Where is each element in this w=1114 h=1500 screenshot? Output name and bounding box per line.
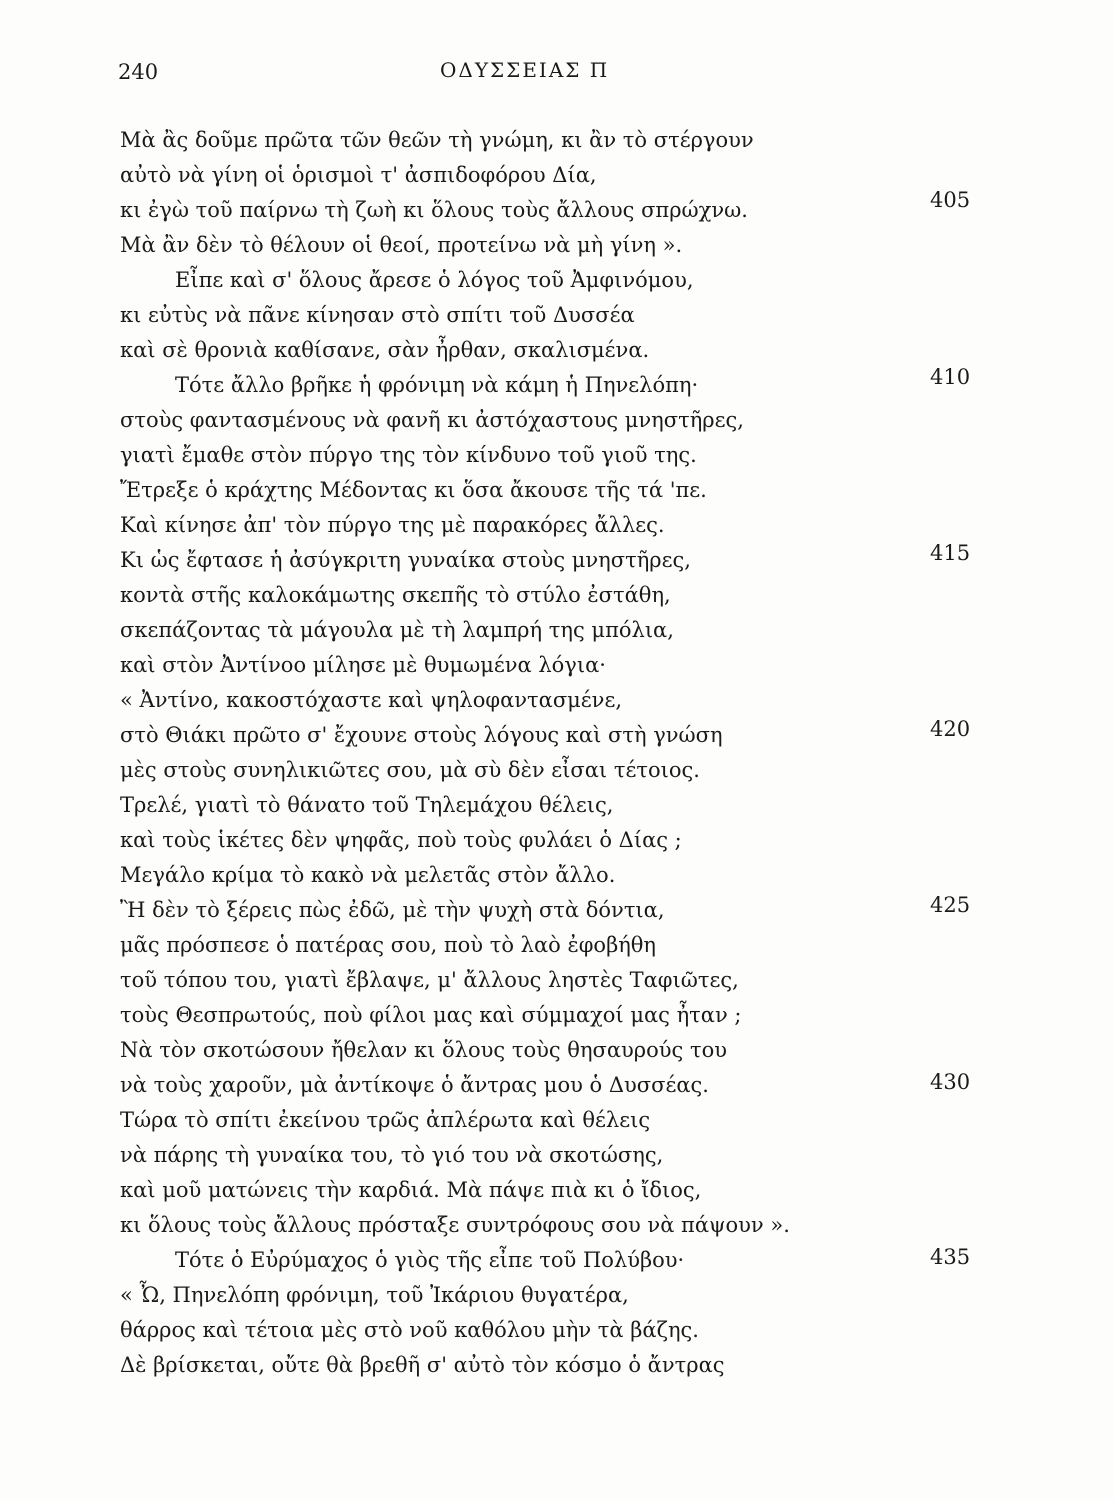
verse-number: 420 — [930, 717, 971, 741]
verse-line: Μὰ ἂν δὲν τὸ θέλουν οἱ θεοί, προτείνω νὰ μὴ γίνη ». — [120, 233, 683, 257]
verse-line: Τότε ὁ Εὐρύμαχος ὁ γιὸς τῆς εἶπε τοῦ Πολύβου· — [175, 1248, 685, 1272]
verse-line: νὰ τοὺς χαροῦν, μὰ ἀντίκοψε ὁ ἄντρας μου ὁ Δυσσέας. — [120, 1073, 709, 1097]
verse-line: « Ὦ, Πηνελόπη φρόνιμη, τοῦ Ἰκάριου θυγατέρα, — [120, 1283, 629, 1307]
verse-line: καὶ τοὺς ἱκέτες δὲν ψηφᾶς, ποὺ τοὺς φυλάει ὁ Δίας ; — [120, 828, 682, 852]
verse-line: Μεγάλο κρίμα τὸ κακὸ νὰ μελετᾶς στὸν ἄλλο. — [120, 863, 616, 887]
verse-line: γιατὶ ἔμαθε στὸν πύργο της τὸν κίνδυνο τοῦ γιοῦ της. — [120, 443, 697, 467]
verse-line: Τρελέ, γιατὶ τὸ θάνατο τοῦ Τηλεμάχου θέλεις, — [120, 793, 614, 817]
verse-line: Δὲ βρίσκεται, οὔτε θὰ βρεθῆ σ' αὐτὸ τὸν κόσμο ὁ ἄντρας — [120, 1353, 725, 1377]
verse-line: σκεπάζοντας τὰ μάγουλα μὲ τὴ λαμπρή της μπόλια, — [120, 618, 674, 642]
verse-line: κοντὰ στῆς καλοκάμωτης σκεπῆς τὸ στύλο ἐστάθη, — [120, 583, 671, 607]
verse-line: καὶ στὸν Ἀντίνοο μίλησε μὲ θυμωμένα λόγια· — [120, 653, 606, 677]
verse-line: μᾶς πρόσπεσε ὁ πατέρας σου, ποὺ τὸ λαὸ ἐφοβήθη — [120, 933, 657, 957]
verse-line: Τότε ἄλλο βρῆκε ἡ φρόνιμη νὰ κάμη ἡ Πηνελόπη· — [175, 373, 699, 397]
verse-line: Ἢ δὲν τὸ ξέρεις πὼς ἐδῶ, μὲ τὴν ψυχὴ στὰ δόντια, — [120, 898, 665, 922]
verse-number: 415 — [930, 541, 971, 565]
verse-line: νὰ πάρης τὴ γυναίκα του, τὸ γιό του νὰ σκοτώσης, — [120, 1143, 664, 1167]
verse-line: Νὰ τὸν σκοτώσουν ἤθελαν κι ὅλους τοὺς θησαυρούς του — [120, 1038, 728, 1062]
verse-line: κι ἐγὼ τοῦ παίρνω τὴ ζωὴ κι ὅλους τοὺς ἄλλους σπρώχνω. — [120, 198, 748, 222]
verse-number: 425 — [930, 893, 971, 917]
verse-line: θάρρος καὶ τέτοια μὲς στὸ νοῦ καθόλου μὴν τὰ βάζης. — [120, 1318, 699, 1342]
verse-line: Μὰ ἂς δοῦμε πρῶτα τῶν θεῶν τὴ γνώμη, κι ἂν τὸ στέργουν — [120, 128, 754, 152]
verse-number: 435 — [930, 1245, 971, 1269]
verse-line: στοὺς φαντασμένους νὰ φανῆ κι ἀστόχαστους μνηστῆρες, — [120, 408, 744, 432]
verse-line: αὐτὸ νὰ γίνη οἱ ὁρισμοὶ τ' ἀσπιδοφόρου Δία, — [120, 163, 597, 187]
running-title: ΟΔΥΣΣΕΙΑΣ Π — [440, 58, 610, 82]
verse-line: στὸ Θιάκι πρῶτο σ' ἔχουνε στοὺς λόγους καὶ στὴ γνώση — [120, 723, 723, 747]
verse-line: τοὺς Θεσπρωτούς, ποὺ φίλοι μας καὶ σύμμαχοί μας ἦταν ; — [120, 1003, 742, 1027]
verse-line: Εἶπε καὶ σ' ὅλους ἄρεσε ὁ λόγος τοῦ Ἀμφινόμου, — [175, 268, 694, 292]
page-number: 240 — [118, 60, 159, 84]
verse-line: κι ὅλους τοὺς ἄλλους πρόσταξε συντρόφους σου νὰ πάψουν ». — [120, 1213, 790, 1237]
verse-line: τοῦ τόπου του, γιατὶ ἔβλαψε, μ' ἄλλους ληστὲς Ταφιῶτες, — [120, 968, 739, 992]
verse-line: Καὶ κίνησε ἀπ' τὸν πύργο της μὲ παρακόρες ἄλλες. — [120, 513, 665, 537]
verse-line: κι εὐτὺς νὰ πᾶνε κίνησαν στὸ σπίτι τοῦ Δυσσέα — [120, 303, 635, 327]
verse-line: « Ἀντίνο, κακοστόχαστε καὶ ψηλοφαντασμένε, — [120, 688, 623, 712]
verse-line: μὲς στοὺς συνηλικιῶτες σου, μὰ σὺ δὲν εἶσαι τέτοιος. — [120, 758, 700, 782]
verse-line: Κι ὡς ἔφτασε ἡ ἀσύγκριτη γυναίκα στοὺς μνηστῆρες, — [120, 548, 691, 572]
verse-line: καὶ σὲ θρονιὰ καθίσανε, σὰν ἦρθαν, σκαλισμένα. — [120, 338, 650, 362]
verse-number: 430 — [930, 1070, 971, 1094]
verse-line: Τώρα τὸ σπίτι ἐκείνου τρῶς ἀπλέρωτα καὶ θέλεις — [120, 1108, 651, 1132]
verse-line: Ἔτρεξε ὁ κράχτης Μέδοντας κι ὅσα ἄκουσε τῆς τά 'πε. — [120, 478, 707, 502]
verse-number: 405 — [930, 188, 971, 212]
verse-number: 410 — [930, 365, 971, 389]
verse-line: καὶ μοῦ ματώνεις τὴν καρδιά. Μὰ πάψε πιὰ κι ὁ ἴδιος, — [120, 1178, 702, 1202]
